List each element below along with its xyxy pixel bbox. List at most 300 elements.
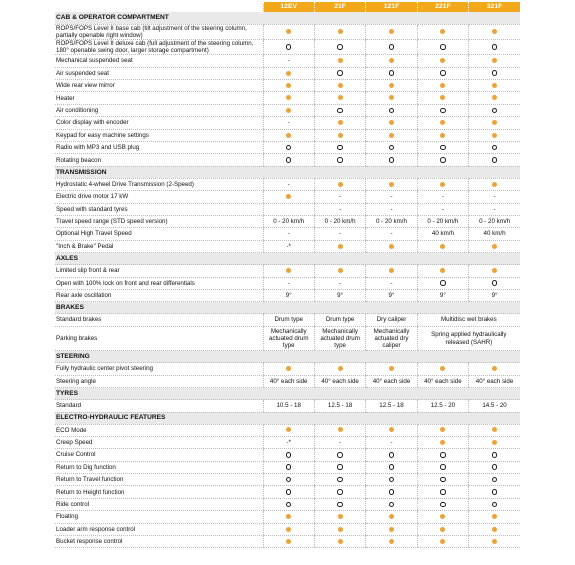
spec-cell [469,277,520,289]
optional-circle-icon [440,145,446,151]
standard-dot-icon [492,244,497,249]
optional-circle-icon [337,70,343,76]
standard-dot-icon [440,95,445,100]
spec-cell [366,523,417,535]
spec-label: Wide rear view mirror [55,80,263,92]
standard-dot-icon [492,29,497,34]
optional-circle-icon [286,452,292,458]
spec-cell [263,154,314,166]
spec-cell [366,92,417,104]
spec-cell [263,498,314,510]
optional-circle-icon [389,502,395,508]
spec-cell [417,154,468,166]
spec-row [55,474,520,486]
spec-cell-value: 10.5 - 18 [263,400,314,412]
spec-cell [366,486,417,498]
spec-cell [417,486,468,498]
spec-label: Return to Dig function [55,461,263,473]
spec-label: Air conditioning [55,104,263,116]
spec-cell [469,498,520,510]
model-header-121f: 121F [366,2,417,12]
optional-circle-icon [440,44,446,50]
spec-cell [263,486,314,498]
spec-cell [417,277,468,289]
spec-cell-value: 9° [263,289,314,301]
optional-circle-icon [337,157,343,163]
optional-circle-icon [286,44,292,50]
optional-circle-icon [337,452,343,458]
spec-row [55,314,520,326]
spec-label: Keypad for easy machine settings [55,129,263,141]
spec-cell-value: 12.5 - 18 [366,400,417,412]
spec-cell [314,104,365,116]
spec-cell [366,449,417,461]
standard-dot-icon [286,268,291,273]
spec-cell [314,154,365,166]
spec-cell [417,55,468,67]
spec-row [55,363,520,375]
standard-dot-icon [492,95,497,100]
spec-table [55,2,520,548]
spec-cell [263,424,314,436]
spec-cell [417,178,468,190]
spec-cell [366,265,417,277]
standard-dot-icon [286,539,291,544]
spec-cell-value: 0 - 20 km/h [314,216,365,228]
section-title: BRAKES [55,302,520,314]
spec-cell [263,449,314,461]
standard-dot-icon [389,244,394,249]
spec-label: Open with 100% lock on front and rear differentials [55,277,263,289]
spec-cell [263,536,314,548]
standard-dot-icon [338,527,343,532]
spec-row [55,523,520,535]
spec-cell [263,191,314,203]
spec-row [55,449,520,461]
standard-dot-icon [389,95,394,100]
standard-dot-icon [338,268,343,273]
standard-dot-icon [492,440,497,445]
spec-row [55,203,520,215]
spec-cell [314,474,365,486]
optional-circle-icon [492,502,498,508]
spec-cell [469,511,520,523]
optional-circle-icon [286,145,292,151]
standard-dot-icon [440,539,445,544]
spec-label: Parking brakes [55,326,263,351]
spec-cell [469,523,520,535]
spec-cell [469,486,520,498]
section-header [55,302,520,314]
optional-circle-icon [286,477,292,483]
spec-cell [263,39,314,54]
spec-cell [417,461,468,473]
spec-cell [263,80,314,92]
optional-circle-icon [492,452,498,458]
standard-dot-icon [389,514,394,519]
spec-cell [469,424,520,436]
spec-cell [314,424,365,436]
spec-cell-value: - [263,178,314,190]
spec-cell [469,461,520,473]
spec-cell-value: - [417,203,468,215]
spec-label: Loader arm response control [55,523,263,535]
spec-cell-value: 0 - 20 km/h [417,216,468,228]
spec-cell-value: - [263,277,314,289]
spec-row [55,400,520,412]
spec-cell [417,39,468,54]
spec-cell [314,55,365,67]
optional-circle-icon [337,145,343,151]
spec-row [55,486,520,498]
spec-cell [469,55,520,67]
optional-circle-icon [440,70,446,76]
standard-dot-icon [440,244,445,249]
spec-row [55,375,520,387]
spec-cell [366,154,417,166]
optional-circle-icon [492,108,498,114]
standard-dot-icon [286,83,291,88]
standard-dot-icon [492,527,497,532]
spec-label: Hydrostatic 4-wheel Drive Transmission (2-Speed) [55,178,263,190]
spec-cell [263,461,314,473]
spec-cell [417,24,468,39]
standard-dot-icon [338,427,343,432]
spec-cell-value: - [366,436,417,448]
spec-cell [263,474,314,486]
optional-circle-icon [389,452,395,458]
spec-cell [263,24,314,39]
standard-dot-icon [338,29,343,34]
header-corner [55,2,263,12]
spec-cell [417,511,468,523]
optional-circle-icon [440,477,446,483]
standard-dot-icon [286,427,291,432]
spec-cell-value: 40° each side [263,375,314,387]
spec-cell [314,24,365,39]
spec-label: Steering angle [55,375,263,387]
spec-row [55,216,520,228]
spec-row [55,67,520,79]
section-title: TYRES [55,388,520,400]
standard-dot-icon [492,514,497,519]
spec-cell-value: -* [263,240,314,252]
spec-label: Mechanical suspended seat [55,55,263,67]
standard-dot-icon [440,58,445,63]
spec-row [55,498,520,510]
standard-dot-icon [440,29,445,34]
standard-dot-icon [338,120,343,125]
spec-cell-merged: Multidisc wet brakes [417,314,520,326]
model-header-row [55,2,520,12]
spec-row [55,24,520,39]
spec-cell [263,67,314,79]
optional-circle-icon [492,157,498,163]
spec-cell [314,536,365,548]
spec-cell [366,363,417,375]
standard-dot-icon [286,366,291,371]
standard-dot-icon [286,194,291,199]
spec-cell [366,67,417,79]
standard-dot-icon [286,133,291,138]
spec-cell [469,178,520,190]
standard-dot-icon [338,58,343,63]
spec-cell-value: Mechanically actuated drum type [263,326,314,351]
spec-cell [314,142,365,154]
spec-cell-value: - [366,228,417,240]
spec-cell-merged: Spring applied hydraulically released (SAHR) [417,326,520,351]
spec-label: Speed with standard tyres [55,203,263,215]
optional-circle-icon [286,464,292,470]
model-header-12ev: 12EV [263,2,314,12]
spec-cell [366,80,417,92]
spec-row [55,191,520,203]
standard-dot-icon [492,58,497,63]
spec-cell [314,449,365,461]
spec-cell-value: Mechanically actuated drum type [314,326,365,351]
spec-cell-value: 0 - 20 km/h [366,216,417,228]
model-header-221f: 221F [417,2,468,12]
spec-cell-value: 9° [469,289,520,301]
spec-cell [314,363,365,375]
standard-dot-icon [338,182,343,187]
spec-cell-value: 9° [366,289,417,301]
spec-cell [469,536,520,548]
spec-cell-value: Drum type [263,314,314,326]
spec-cell [469,24,520,39]
spec-row [55,104,520,116]
section-header [55,166,520,178]
optional-circle-icon [337,477,343,483]
spec-cell-value: 40° each side [417,375,468,387]
standard-dot-icon [338,539,343,544]
spec-cell [469,142,520,154]
spec-cell [263,511,314,523]
spec-cell-value: -* [263,436,314,448]
spec-cell-value: - [263,117,314,129]
spec-row [55,80,520,92]
optional-circle-icon [389,145,395,151]
optional-circle-icon [389,44,395,50]
spec-cell [417,80,468,92]
spec-cell [263,363,314,375]
section-header [55,253,520,265]
standard-dot-icon [389,120,394,125]
spec-cell [417,449,468,461]
model-header-21f: 21F [314,2,365,12]
spec-cell [263,129,314,141]
spec-cell [366,240,417,252]
spec-row [55,240,520,252]
standard-dot-icon [492,539,497,544]
standard-dot-icon [440,427,445,432]
standard-dot-icon [338,133,343,138]
optional-circle-icon [337,502,343,508]
spec-cell [366,536,417,548]
spec-cell [417,498,468,510]
spec-body [55,12,520,548]
spec-cell-value: 40° each side [366,375,417,387]
standard-dot-icon [389,427,394,432]
optional-circle-icon [492,280,498,286]
spec-cell [366,178,417,190]
standard-dot-icon [286,514,291,519]
spec-label: Heater [55,92,263,104]
optional-circle-icon [337,44,343,50]
spec-cell-value: 0 - 20 km/h [469,216,520,228]
optional-circle-icon [440,108,446,114]
spec-cell-value: Mechanically actuated dry caliper [366,326,417,351]
optional-circle-icon [286,489,292,495]
standard-dot-icon [440,182,445,187]
standard-dot-icon [338,95,343,100]
spec-cell-value: - [469,191,520,203]
spec-cell-value: - [366,191,417,203]
spec-cell [469,240,520,252]
section-header [55,351,520,363]
standard-dot-icon [286,71,291,76]
spec-label: Rotating beacon [55,154,263,166]
optional-circle-icon [337,464,343,470]
spec-cell [417,240,468,252]
spec-row [55,129,520,141]
spec-cell-value: - [263,55,314,67]
spec-cell [469,39,520,54]
spec-label: Fully hydraulic center pivot steering [55,363,263,375]
spec-label: ROPS/FOPS Level II deluxe cab (full adjustment of the steering column, 180° openable swing door, larger storage compartment) [55,39,263,54]
spec-cell [417,67,468,79]
optional-circle-icon [389,477,395,483]
spec-cell [263,104,314,116]
spec-label: Ride control [55,498,263,510]
standard-dot-icon [440,133,445,138]
optional-circle-icon [389,464,395,470]
spec-cell [469,117,520,129]
spec-row [55,265,520,277]
spec-row [55,228,520,240]
spec-cell-value: - [314,191,365,203]
spec-label: Electric drive motor 17 kW [55,191,263,203]
optional-circle-icon [337,489,343,495]
spec-label: Travel speed range (STD speed version) [55,216,263,228]
optional-circle-icon [492,44,498,50]
optional-circle-icon [440,502,446,508]
spec-row [55,326,520,351]
standard-dot-icon [389,83,394,88]
spec-cell [366,104,417,116]
spec-label: Cruise Control [55,449,263,461]
spec-cell [314,67,365,79]
spec-cell [314,80,365,92]
spec-cell [314,240,365,252]
section-title: CAB & OPERATOR COMPARTMENT [55,12,520,24]
standard-dot-icon [492,268,497,273]
spec-cell [366,142,417,154]
spec-cell [469,265,520,277]
spec-label: Return to Height function [55,486,263,498]
standard-dot-icon [440,83,445,88]
standard-dot-icon [286,95,291,100]
standard-dot-icon [440,440,445,445]
spec-label: Rear axle oscillation [55,289,263,301]
standard-dot-icon [389,268,394,273]
standard-dot-icon [286,527,291,532]
standard-dot-icon [440,120,445,125]
optional-circle-icon [389,70,395,76]
optional-circle-icon [337,108,343,114]
spec-label: Standard brakes [55,314,263,326]
spec-cell-value [263,203,314,215]
spec-cell [366,474,417,486]
standard-dot-icon [440,268,445,273]
spec-row [55,55,520,67]
spec-cell [366,129,417,141]
spec-cell [469,449,520,461]
spec-row [55,461,520,473]
spec-row [55,154,520,166]
standard-dot-icon [389,182,394,187]
optional-circle-icon [492,145,498,151]
standard-dot-icon [389,539,394,544]
spec-cell-value: 40° each side [314,375,365,387]
spec-cell [469,129,520,141]
spec-cell-value: 40 km/h [469,228,520,240]
spec-cell-value: - [366,277,417,289]
spec-cell [417,436,468,448]
spec-cell [314,92,365,104]
spec-label: Limited slip front & rear [55,265,263,277]
section-header [55,388,520,400]
standard-dot-icon [286,108,291,113]
spec-cell [417,117,468,129]
optional-circle-icon [440,489,446,495]
spec-label: Air suspended seat [55,67,263,79]
spec-cell [469,436,520,448]
standard-dot-icon [492,83,497,88]
spec-cell-value: 40° each side [469,375,520,387]
spec-cell [263,92,314,104]
spec-cell-value: - [314,203,365,215]
spec-cell [417,363,468,375]
spec-cell-value: 0 - 20 km/h [263,216,314,228]
spec-label: ROPS/FOPS Level II base cab (tilt adjustment of the steering column, partially openable right window) [55,24,263,39]
section-title: AXLES [55,253,520,265]
spec-cell [366,461,417,473]
optional-circle-icon [492,477,498,483]
spec-cell-value: Dry caliper [366,314,417,326]
spec-cell [417,523,468,535]
spec-cell [314,178,365,190]
spec-label: Optional High Travel Speed [55,228,263,240]
spec-cell [263,142,314,154]
standard-dot-icon [440,527,445,532]
spec-row [55,142,520,154]
spec-cell [417,142,468,154]
spec-cell [469,67,520,79]
spec-cell-value: Drum type [314,314,365,326]
standard-dot-icon [492,366,497,371]
section-title: TRANSMISSION [55,166,520,178]
spec-cell [417,474,468,486]
spec-cell [469,104,520,116]
spec-cell-value: - [314,277,365,289]
standard-dot-icon [338,83,343,88]
spec-cell-value: 9° [314,289,365,301]
optional-circle-icon [440,280,446,286]
standard-dot-icon [338,366,343,371]
spec-cell [314,498,365,510]
spec-row [55,289,520,301]
